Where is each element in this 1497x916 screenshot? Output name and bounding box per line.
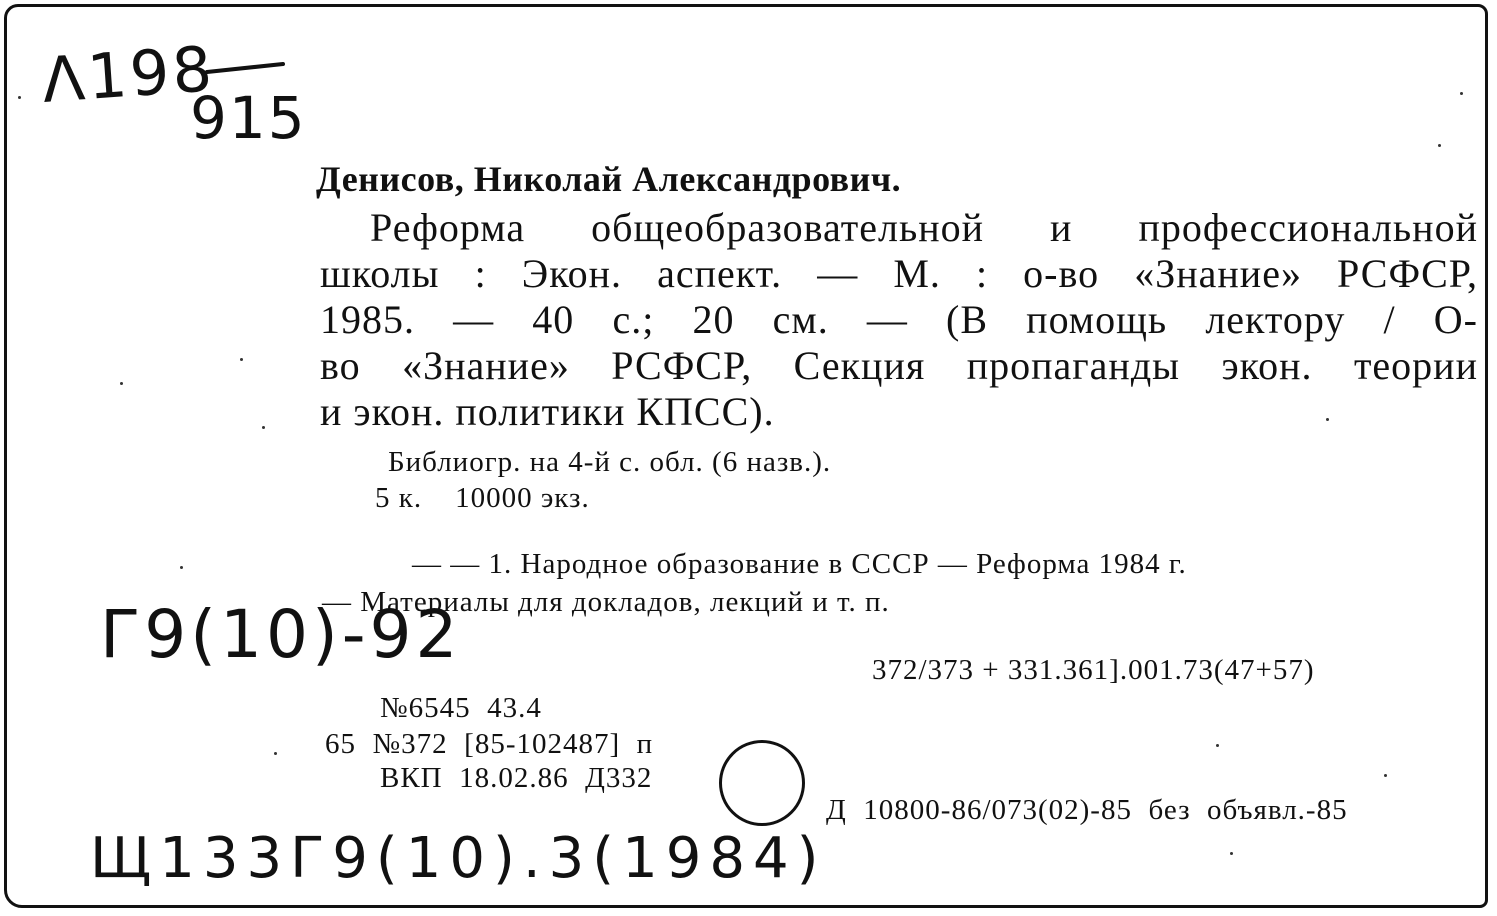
description-line-4: во «Знание» РСФСР, Секция пропаганды экон. теории xyxy=(320,343,1478,388)
description-line-1: Реформа общеобразовательной и профессиональной xyxy=(370,205,1478,250)
scan-speck xyxy=(274,752,277,755)
scan-speck xyxy=(18,96,21,99)
scan-speck xyxy=(1438,144,1441,147)
description-line-3: 1985. — 40 с.; 20 см. — (В помощь лектору / О- xyxy=(320,297,1478,342)
author-heading: Денисов, Николай Александрович. xyxy=(316,159,902,199)
scan-speck xyxy=(262,426,265,429)
scan-speck xyxy=(1216,744,1219,747)
handwritten-shelf-mark: Λ198 xyxy=(39,32,218,117)
card-punch-hole xyxy=(719,740,805,826)
subject-heading-line-2: — Материалы для докладов, лекций и т. п. xyxy=(322,586,890,618)
subject-heading-line-1: — — 1. Народное образование в СССР — Реформа 1984 г. xyxy=(412,548,1187,580)
publisher-code: Д 10800-86/073(02)-85 без объявл.-85 xyxy=(826,794,1348,826)
scan-speck xyxy=(180,566,183,569)
scan-speck xyxy=(1384,774,1387,777)
scan-speck xyxy=(120,382,123,385)
record-number-1: №6545 43.4 xyxy=(380,692,542,724)
handwritten-bottom-mark: Щ133Г9(10).3(1984) xyxy=(90,826,827,891)
handwritten-class-mark: Г9(10)-92 xyxy=(100,596,462,673)
scan-speck xyxy=(1460,92,1463,95)
description-line-5: и экон. политики КПСС). xyxy=(320,389,775,434)
scan-speck xyxy=(240,358,243,361)
description-line-2: школы : Экон. аспект. — М. : о-во «Знание» РСФСР, xyxy=(320,251,1478,296)
udc-index: 372/373 + 331.361].001.73(47+57) xyxy=(872,654,1315,686)
bibliography-note: Библиогр. на 4-й с. обл. (6 назв.). xyxy=(388,446,832,478)
scan-speck xyxy=(1230,852,1233,855)
handwritten-fraction-bar xyxy=(205,58,285,78)
record-number-3: ВКП 18.02.86 Д332 xyxy=(380,762,653,794)
price-print-run: 5 к. 10000 экз. xyxy=(375,482,590,514)
record-number-2: 65 №372 [85-102487] п xyxy=(325,728,654,760)
handwritten-shelf-sub: 915 xyxy=(190,84,307,152)
scan-speck xyxy=(1326,418,1329,421)
